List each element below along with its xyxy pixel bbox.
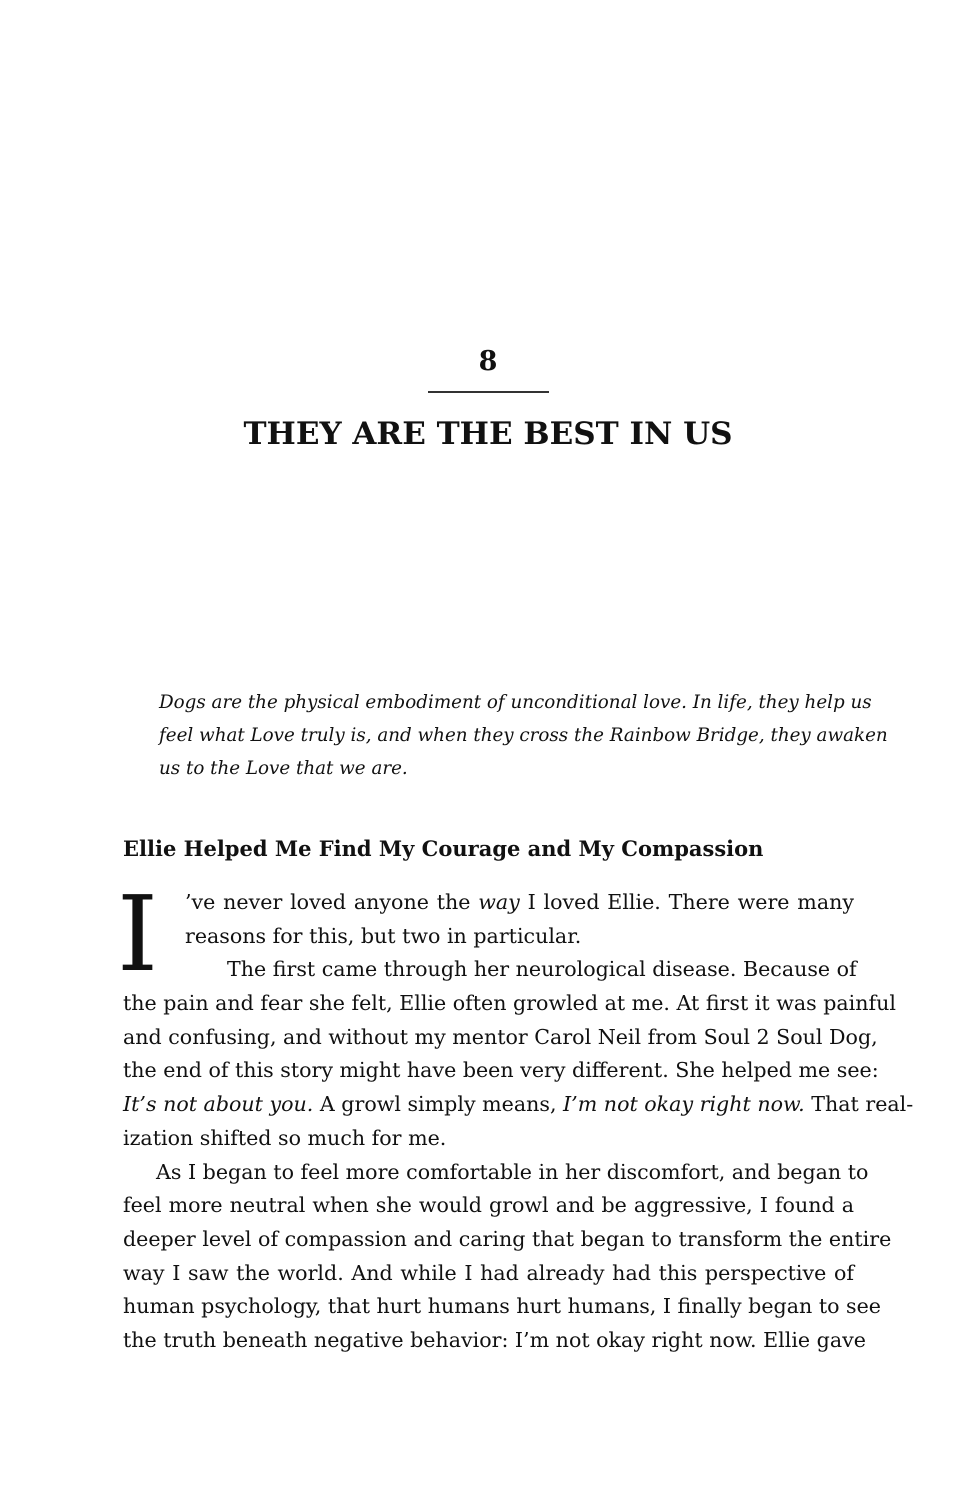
body-line: the pain and fear she felt, Ellie often growled at me. At first it was painful [123, 991, 896, 1016]
body-line: ’ve never loved anyone the way I loved Ellie. There were many [185, 890, 854, 914]
body-text [117, 873, 914, 1358]
body-line: feel more neutral when she would growl and be aggressive, I found a [123, 1193, 854, 1218]
body-line: As I began to feel more comfortable in her discomfort, and began to [156, 1159, 869, 1184]
body-line: way I saw the world. And while I had already had this perspective of [123, 1260, 854, 1285]
epigraph-line: feel what Love truly is, and when they cross the Rainbow Bridge, they awaken [159, 725, 888, 746]
body-line: The first came through her neurological disease. Because of [227, 957, 857, 982]
chapter-rule [428, 391, 549, 393]
body-line: It’s not about you. A growl simply means, I’m not okay right now. That real- [123, 1092, 914, 1117]
body-line: human psychology, that hurt humans hurt humans, I finally began to see [123, 1294, 881, 1319]
drop-cap: I [117, 873, 159, 995]
body-line: the end of this story might have been very different. She helped me see: [123, 1058, 879, 1083]
chapter-title: THEY ARE THE BEST IN US [243, 416, 733, 452]
body-line: ization shifted so much for me. [123, 1125, 447, 1150]
body-line: reasons for this, but two in particular. [185, 923, 582, 948]
section-heading: Ellie Helped Me Find My Courage and My Compassion [123, 836, 764, 861]
epigraph [159, 686, 888, 785]
body-line: the truth beneath negative behavior: I’m not okay right now. Ellie gave [123, 1327, 866, 1352]
epigraph-line: Dogs are the physical embodiment of unconditional love. In life, they help us [159, 692, 872, 713]
epigraph-line: us to the Love that we are. [159, 758, 408, 779]
body-line: deeper level of compassion and caring that began to transform the entire [123, 1226, 892, 1251]
chapter-number: 8 [478, 346, 498, 377]
body-line: and confusing, and without my mentor Carol Neil from Soul 2 Soul Dog, [123, 1024, 878, 1049]
